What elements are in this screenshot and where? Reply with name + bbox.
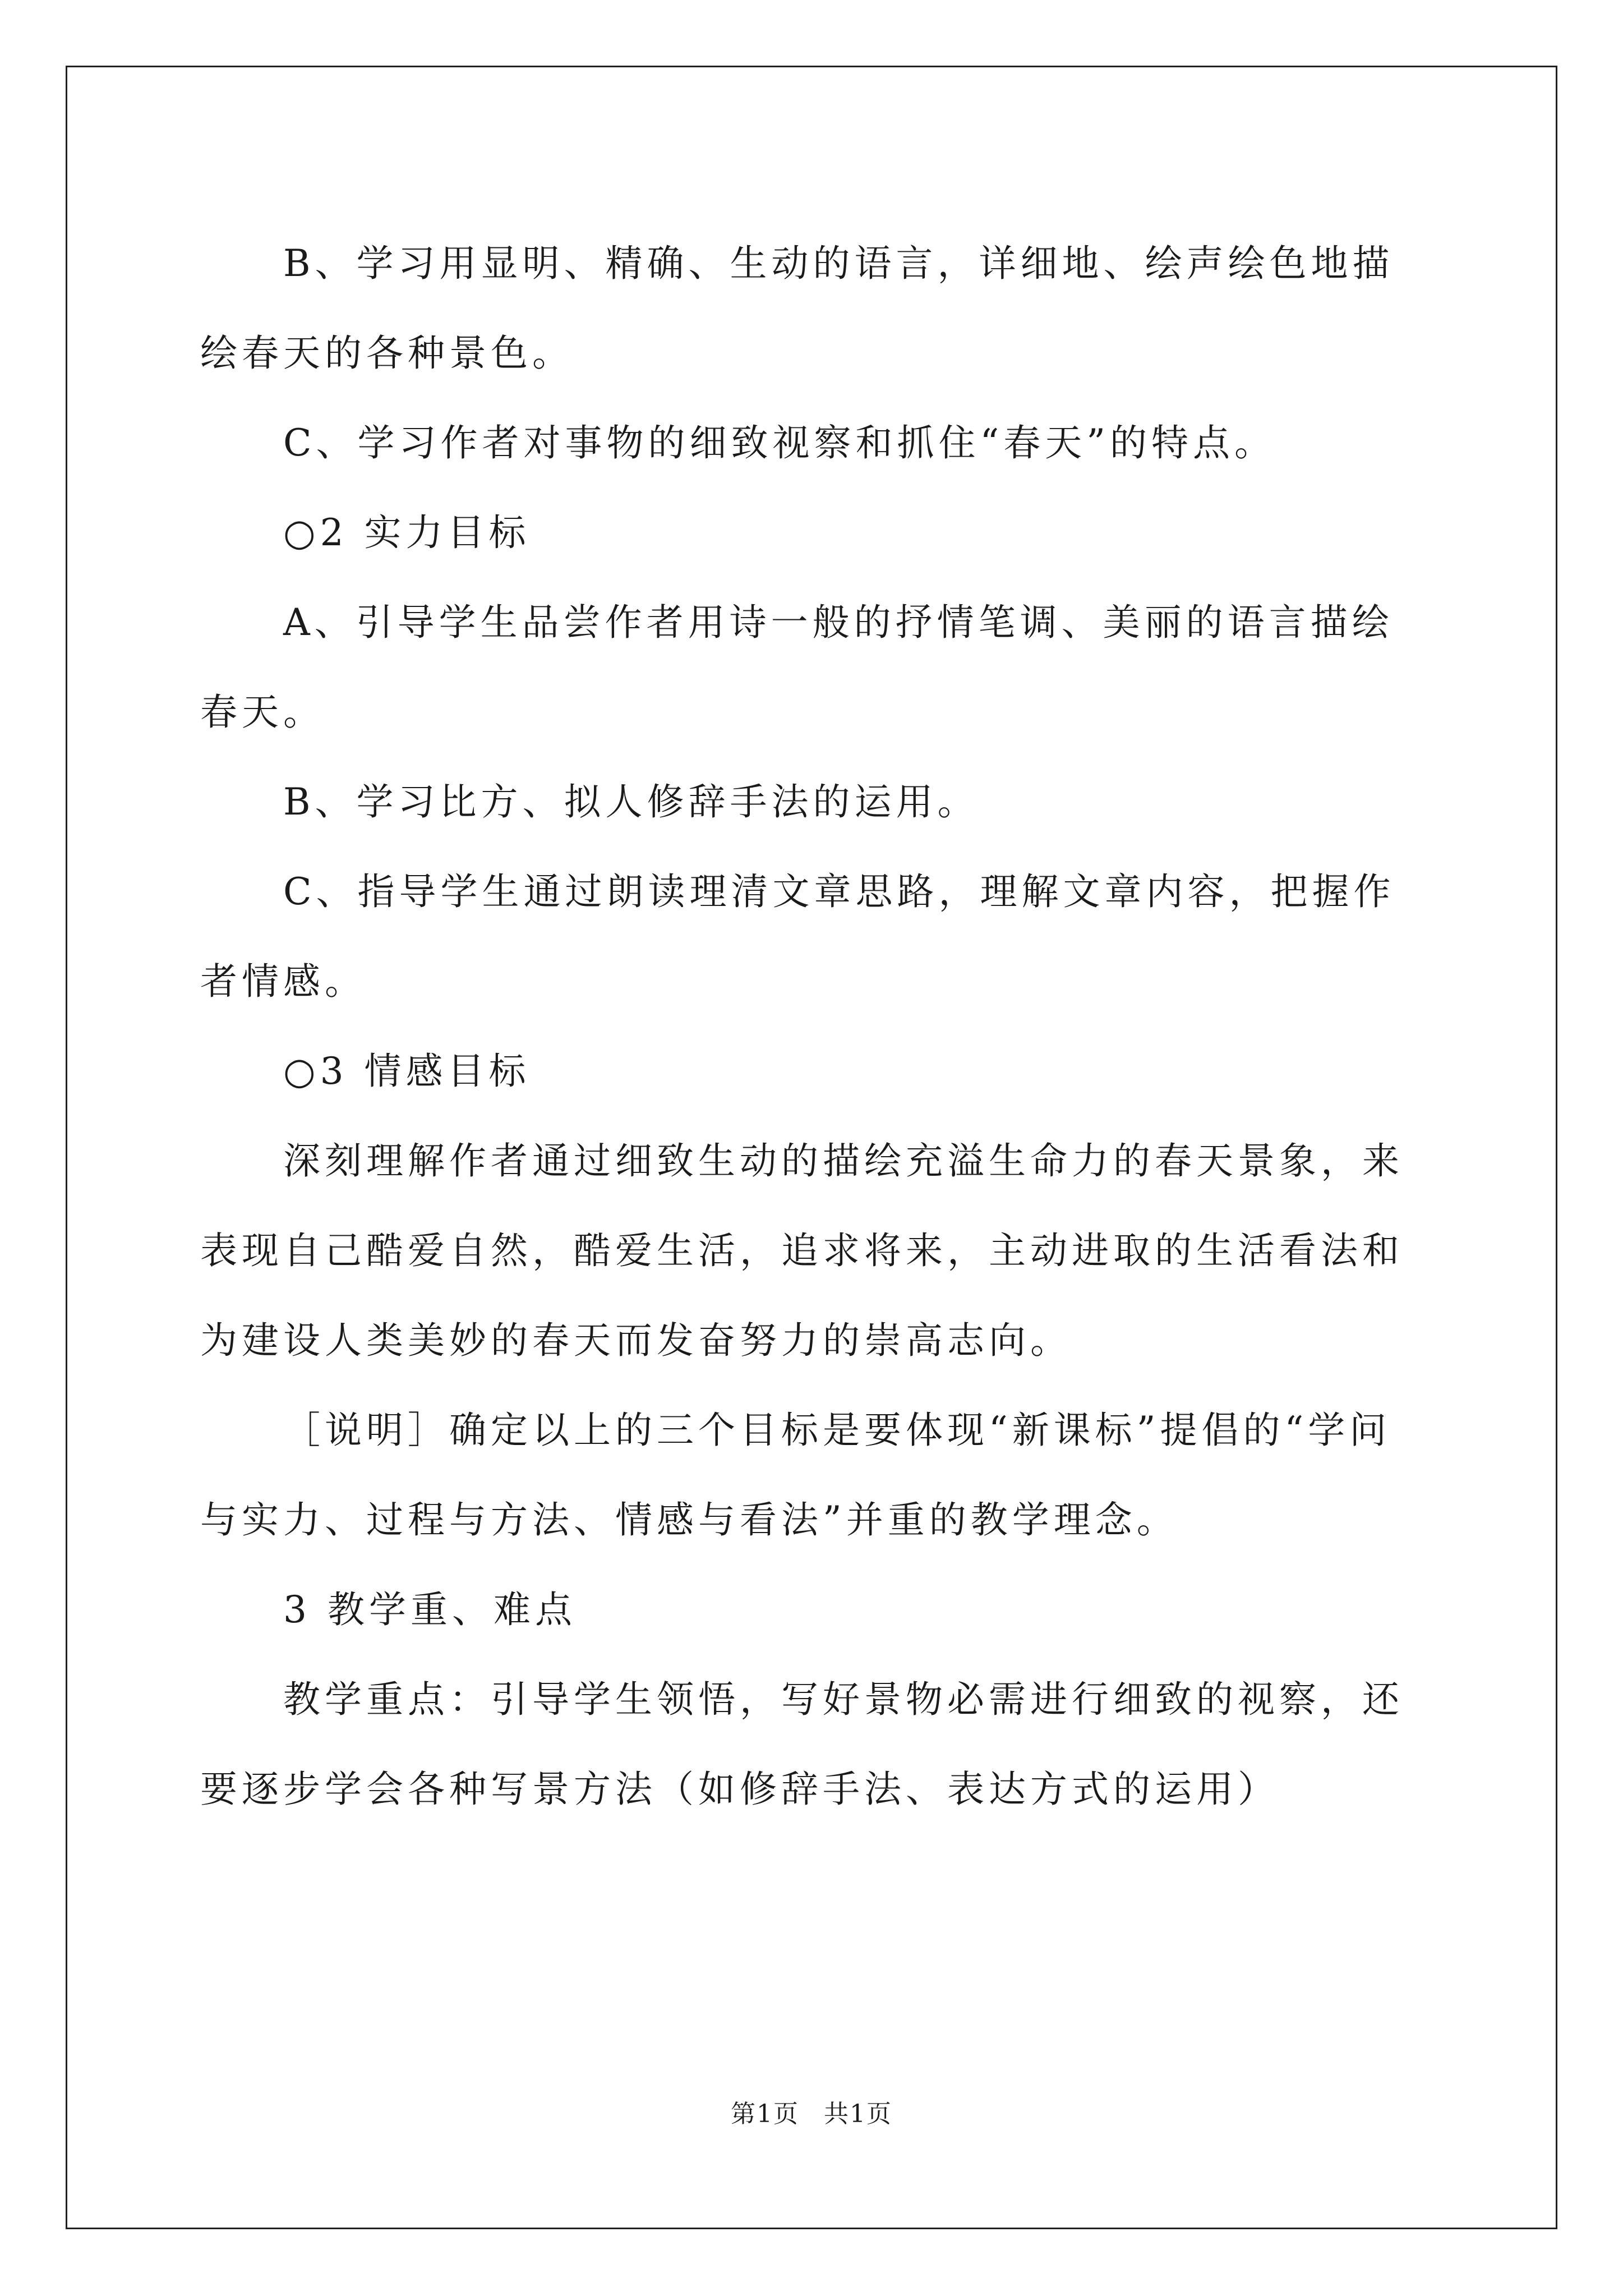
paragraph-ability-c: C、指导学生通过朗读理清文章思路，理解文章内容，把握作者情感。 (200, 870, 1395, 1003)
paragraph-goal-c-observation: C、学习作者对事物的细致视察和抓住“春天”的特点。 (283, 421, 1276, 464)
paragraph-emotion-goal: 深刻理解作者通过细致生动的描绘充溢生命力的春天景象，来表现自己酷爱自然，酷爱生活，追求将来，主动进取的生活看法和为建设人类美妙的春天而发奋努力的崇高志向。 (200, 1139, 1404, 1362)
page-footer (0, 2097, 1623, 2131)
heading-key-difficult-points: 3 教学重、难点 (283, 1588, 577, 1631)
paragraph-ability-b: B、学习比方、拟人修辞手法的运用。 (283, 780, 979, 823)
heading-ability-goals: ○2 实力目标 (283, 511, 531, 554)
page-total: 共1页 (824, 2100, 892, 2128)
paragraph-explanation: ［说明］确定以上的三个目标是要体现“新课标”提倡的“学问与实力、过程与方法、情感与看法”并重的教学理念。 (200, 1409, 1391, 1542)
page-number: 第1页 (731, 2100, 799, 2128)
paragraph-ability-a: A、引导学生品尝作者用诗一般的抒情笔调、美丽的语言描绘春天。 (200, 601, 1394, 734)
paragraph-goal-b-language: B、学习用显明、精确、生动的语言，详细地、绘声绘色地描绘春天的各种景色。 (200, 242, 1394, 375)
document-body (200, 219, 1428, 1834)
paragraph-teaching-focus: 教学重点：引导学生领悟，写好景物必需进行细致的视察，还要逐步学会各种写景方法（如修辞手法、表达方式的运用） (200, 1678, 1404, 1811)
heading-emotion-goals: ○3 情感目标 (283, 1050, 531, 1093)
